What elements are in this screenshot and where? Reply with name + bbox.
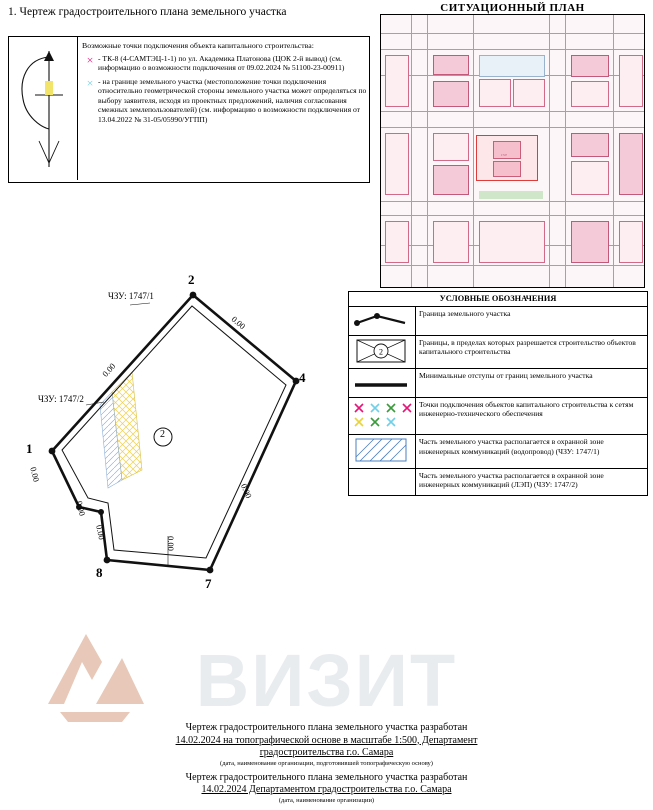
parcel-zone-number: 2 [160,429,165,440]
situation-plan [380,0,645,288]
legend-title: УСЛОВНЫЕ ОБОЗНАЧЕНИЯ [349,292,647,307]
parcel-dimension: 0.00 [229,314,248,332]
parcel-zone-label-1747-2: ЧЗУ: 1747/2 [38,394,84,404]
legend-row [349,369,647,398]
parcel-dimension: 0.00 [74,500,88,517]
footer-line: 14.02.2024 на топографической основе в масштабе 1:500, Департамент [175,734,478,746]
parcel-zone-label-1747-1: ЧЗУ: 1747/1 [108,291,154,301]
cross-cyan-icon: × [86,75,94,90]
legend-table [348,291,648,496]
footer-block-1 [0,722,653,768]
legend-text: Часть земельного участка располагается в охранной зоне инженерных коммуникаций (ЛЭП) (ЧЗУ: 1747/2) [419,470,604,489]
parcel-dimension: 0.00 [94,524,108,541]
parcel-dimension: 0.00 [166,536,176,551]
blank-symbol-icon [349,469,416,495]
legend-row [349,336,647,369]
connection-point-text: - ТК-8 (4-САМТЭЦ-1-1) по ул. Академика Платонова (ЦОК 2-й вывод) (см. информацию о возможности подключения от 09.02.2024 № 51100-23-00911) [98,53,345,73]
parcel-vertex-7: 7 [205,576,212,591]
footer-note: (дата, наименование организации, подготовившей топографическую основу) [220,759,433,767]
connection-points-title: Возможные точки подключения объекта капитального строительства: [82,41,314,50]
parcel-svg [0,0,345,600]
legend-text: Минимальные отступы от границ земельного участка [419,371,593,381]
situation-plan-parcel-highlight [476,135,538,181]
footer-line: Чертеж градостроительного плана земельного участка разработан [185,771,468,783]
situation-plan-frame [380,14,645,288]
cross-points-icon [349,398,416,434]
watermark-logo-icon [30,618,160,728]
legend-text: Граница земельного участка [419,308,511,318]
parcel-dimension: 0.00 [100,360,118,379]
footer-line: Чертеж градостроительного плана земельного участка разработан [185,722,468,733]
parcel-dimension: 0.00 [28,466,42,483]
legend-row [349,307,647,336]
connection-point-text: - на границе земельного участка (местоположение точки подключения относительно геометрической стороны земельного участка может определяться по выбору заявителя, исходя из проектных предложений, наличия согласования смежных землепользователей) (см. информацию о возможности подключения от 13.04.2022 № 31-05/05990/УГПП) [98,76,367,124]
hatch-zone-icon [349,336,416,368]
legend-text: Часть земельного участка располагается в охранной зоне инженерных коммуникаций (водопровод) (ЧЗУ: 1747/1) [419,437,604,456]
legend-text: Границы, в пределах которых разрешается строительство объектов капитального строительства [419,338,636,357]
parcel-drawing [0,0,345,600]
legend-row [349,398,647,435]
footer [0,722,653,809]
legend-row [349,435,647,468]
cross-magenta-icon: × [86,52,94,67]
page-title: 1. Чертеж градостроительного плана земельного участка [8,6,287,18]
parcel-vertex-2: 2 [188,272,195,287]
legend-row [349,469,647,495]
footer-note: (дата, наименование организации) [278,796,375,804]
situation-plan-title: СИТУАЦИОННЫЙ ПЛАН [440,2,585,14]
parcel-vertex-1: 1 [26,441,33,456]
diagonal-hatch-icon [349,435,416,467]
watermark-text: ВИЗИТ [195,638,458,722]
parcel-dimension: 0.00 [238,482,255,500]
legend-text: Точки подключения объектов капитального строительства к сетям инженерно-технического обеспечения [419,400,634,419]
footer-block-2 [0,772,653,805]
boundary-line-icon [349,307,416,335]
parcel-vertex-4: 4 [299,370,306,385]
footer-line: 14.02.2024 Департаментом градостроительства г.о. Самара [201,784,452,796]
thick-line-icon [349,369,416,397]
parcel-vertex-8: 8 [96,565,103,580]
svg-text:2: 2 [379,347,383,357]
footer-line: градостроительства г.о. Самара [259,747,394,758]
situation-plan-map: 1747 [381,15,644,287]
